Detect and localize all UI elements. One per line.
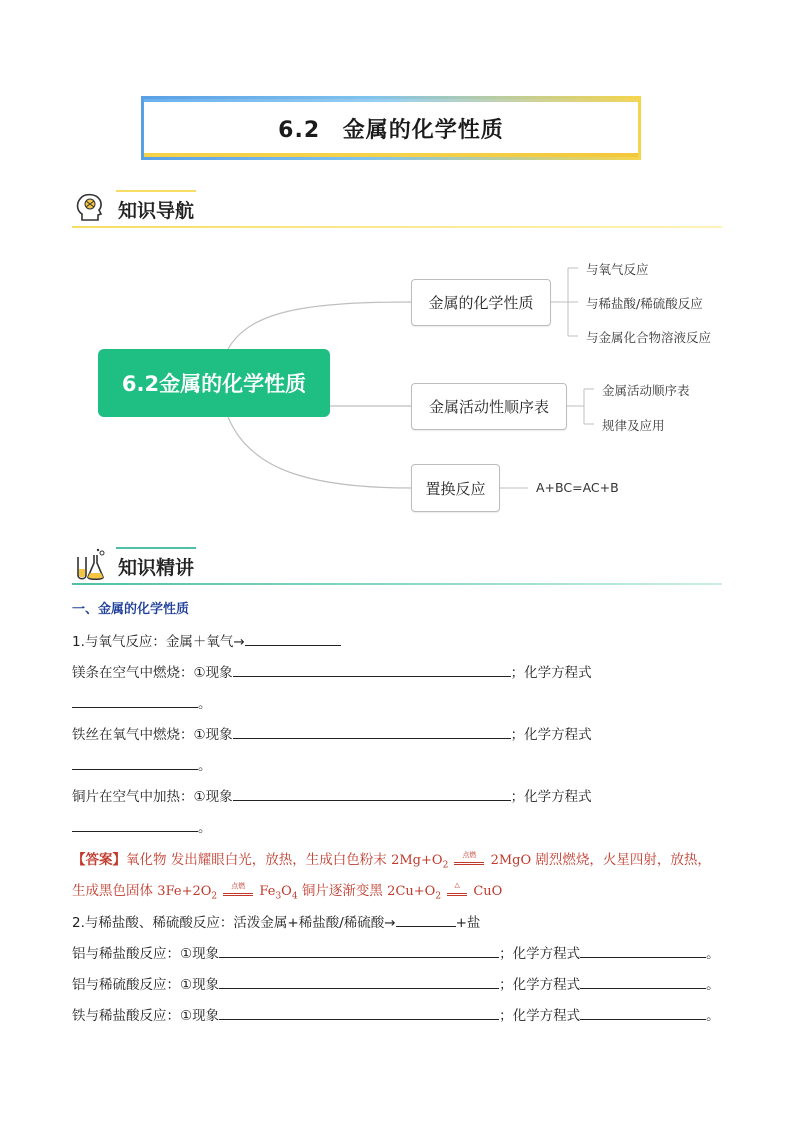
reaction-condition: 点燃 xyxy=(221,885,255,899)
item-iron xyxy=(72,723,592,743)
mindmap-leaf: 规律及应用 xyxy=(602,418,665,433)
answer-tag: 【答案】 xyxy=(72,852,126,868)
period: 。 xyxy=(198,758,212,774)
item-al-hcl xyxy=(72,942,720,962)
question-text: +盐 xyxy=(455,915,481,931)
answer-text: 剧烈燃烧，火星四射，放热， xyxy=(531,852,711,868)
mindmap-leaf: 与氧气反应 xyxy=(586,262,649,277)
item-label: 铝与稀硫酸反应：①现象 xyxy=(72,977,220,993)
equation-cu: $2Cu+O_2$ △ CuO xyxy=(387,880,503,902)
equation-label: ；化学方程式 xyxy=(510,727,592,743)
reaction-condition: 点燃 xyxy=(452,854,486,868)
mindmap-leaf: 与稀盐酸/稀硫酸反应 xyxy=(586,296,703,311)
item-al-h2so4 xyxy=(72,973,720,993)
heading-metal-properties xyxy=(72,598,189,617)
equation-label: ；化学方程式 xyxy=(499,1008,581,1024)
section-title-lecture: 知识精讲 xyxy=(118,557,195,579)
mindmap-branch-activity-series: 金属活动性顺序表 xyxy=(411,383,567,430)
heading-text: 一、金属的化学性质 xyxy=(72,602,190,617)
question-oxygen xyxy=(72,630,341,650)
blank-field[interactable] xyxy=(72,693,198,708)
blank-field[interactable] xyxy=(219,974,499,989)
item-copper xyxy=(72,785,592,805)
blank-field[interactable] xyxy=(396,912,456,927)
question-text: 1.与氧气反应：金属＋氧气→ xyxy=(72,634,245,650)
item-label: 铜片在空气中加热：①现象 xyxy=(72,789,233,805)
item-label: 铁丝在氧气中燃烧：①现象 xyxy=(72,727,233,743)
item-magnesium-eq xyxy=(72,692,212,712)
blank-field[interactable] xyxy=(580,943,706,958)
blank-field[interactable] xyxy=(219,1005,499,1020)
mindmap-connectors xyxy=(0,0,794,560)
equation-label: ；化学方程式 xyxy=(499,977,581,993)
blank-field[interactable] xyxy=(580,974,706,989)
equation-mg: $2Mg+O_2$ 点燃 2MgO xyxy=(391,850,532,871)
blank-field[interactable] xyxy=(72,817,198,832)
section-rule xyxy=(72,583,722,585)
period: 。 xyxy=(706,946,720,962)
blank-field[interactable] xyxy=(72,755,198,770)
mindmap-leaf: A+BC=AC+B xyxy=(536,480,619,495)
answer-line-1 xyxy=(72,848,711,871)
item-label: 铁与稀盐酸反应：①现象 xyxy=(72,1008,220,1024)
question-acid xyxy=(72,911,480,931)
period: 。 xyxy=(706,977,720,993)
blank-field[interactable] xyxy=(233,724,511,739)
mindmap-leaf: 与金属化合物溶液反应 xyxy=(586,330,712,345)
header-accent xyxy=(116,547,196,549)
blank-field[interactable] xyxy=(233,786,511,801)
item-label: 铝与稀盐酸反应：①现象 xyxy=(72,946,220,962)
equation-label: ；化学方程式 xyxy=(510,789,592,805)
blank-field[interactable] xyxy=(233,662,511,677)
answer-text: 氧化物 发出耀眼白光，放热，生成白色粉末 xyxy=(126,852,392,868)
item-magnesium xyxy=(72,661,592,681)
answer-text: 生成黑色固体 xyxy=(72,883,158,899)
equation-label: ；化学方程式 xyxy=(499,946,581,962)
mindmap-branch-chemical-properties: 金属的化学性质 xyxy=(411,279,551,326)
period: 。 xyxy=(198,696,212,712)
period: 。 xyxy=(706,1008,720,1024)
item-fe-hcl xyxy=(72,1004,720,1024)
period: 。 xyxy=(198,820,212,836)
reaction-condition: △ xyxy=(445,885,469,899)
item-iron-eq xyxy=(72,754,212,774)
answer-line-2 xyxy=(72,879,502,902)
answer-text: 铜片逐渐变黑 xyxy=(297,883,388,899)
section-header-lecture xyxy=(72,545,722,585)
question-text: 2.与稀盐酸、稀硫酸反应：活泼金属+稀盐酸/稀硫酸→ xyxy=(72,915,396,931)
mindmap-leaf: 金属活动顺序表 xyxy=(602,383,690,398)
blank-field[interactable] xyxy=(219,943,499,958)
blank-field[interactable] xyxy=(245,631,341,646)
page-title: 6.2 金属的化学性质 xyxy=(278,117,504,143)
mindmap-center-node: 6.2金属的化学性质 xyxy=(98,349,330,417)
blank-field[interactable] xyxy=(580,1005,706,1020)
flask-icon xyxy=(72,547,108,583)
section-title-navigation: 知识导航 xyxy=(118,200,195,222)
item-label: 镁条在空气中燃烧：①现象 xyxy=(72,665,233,681)
equation-label: ；化学方程式 xyxy=(510,665,592,681)
equation-fe: $3Fe+2O_2$ 点燃 $Fe_3O_4$ xyxy=(157,881,298,902)
mindmap-branch-displacement: 置换反应 xyxy=(411,464,500,512)
item-copper-eq xyxy=(72,816,212,836)
